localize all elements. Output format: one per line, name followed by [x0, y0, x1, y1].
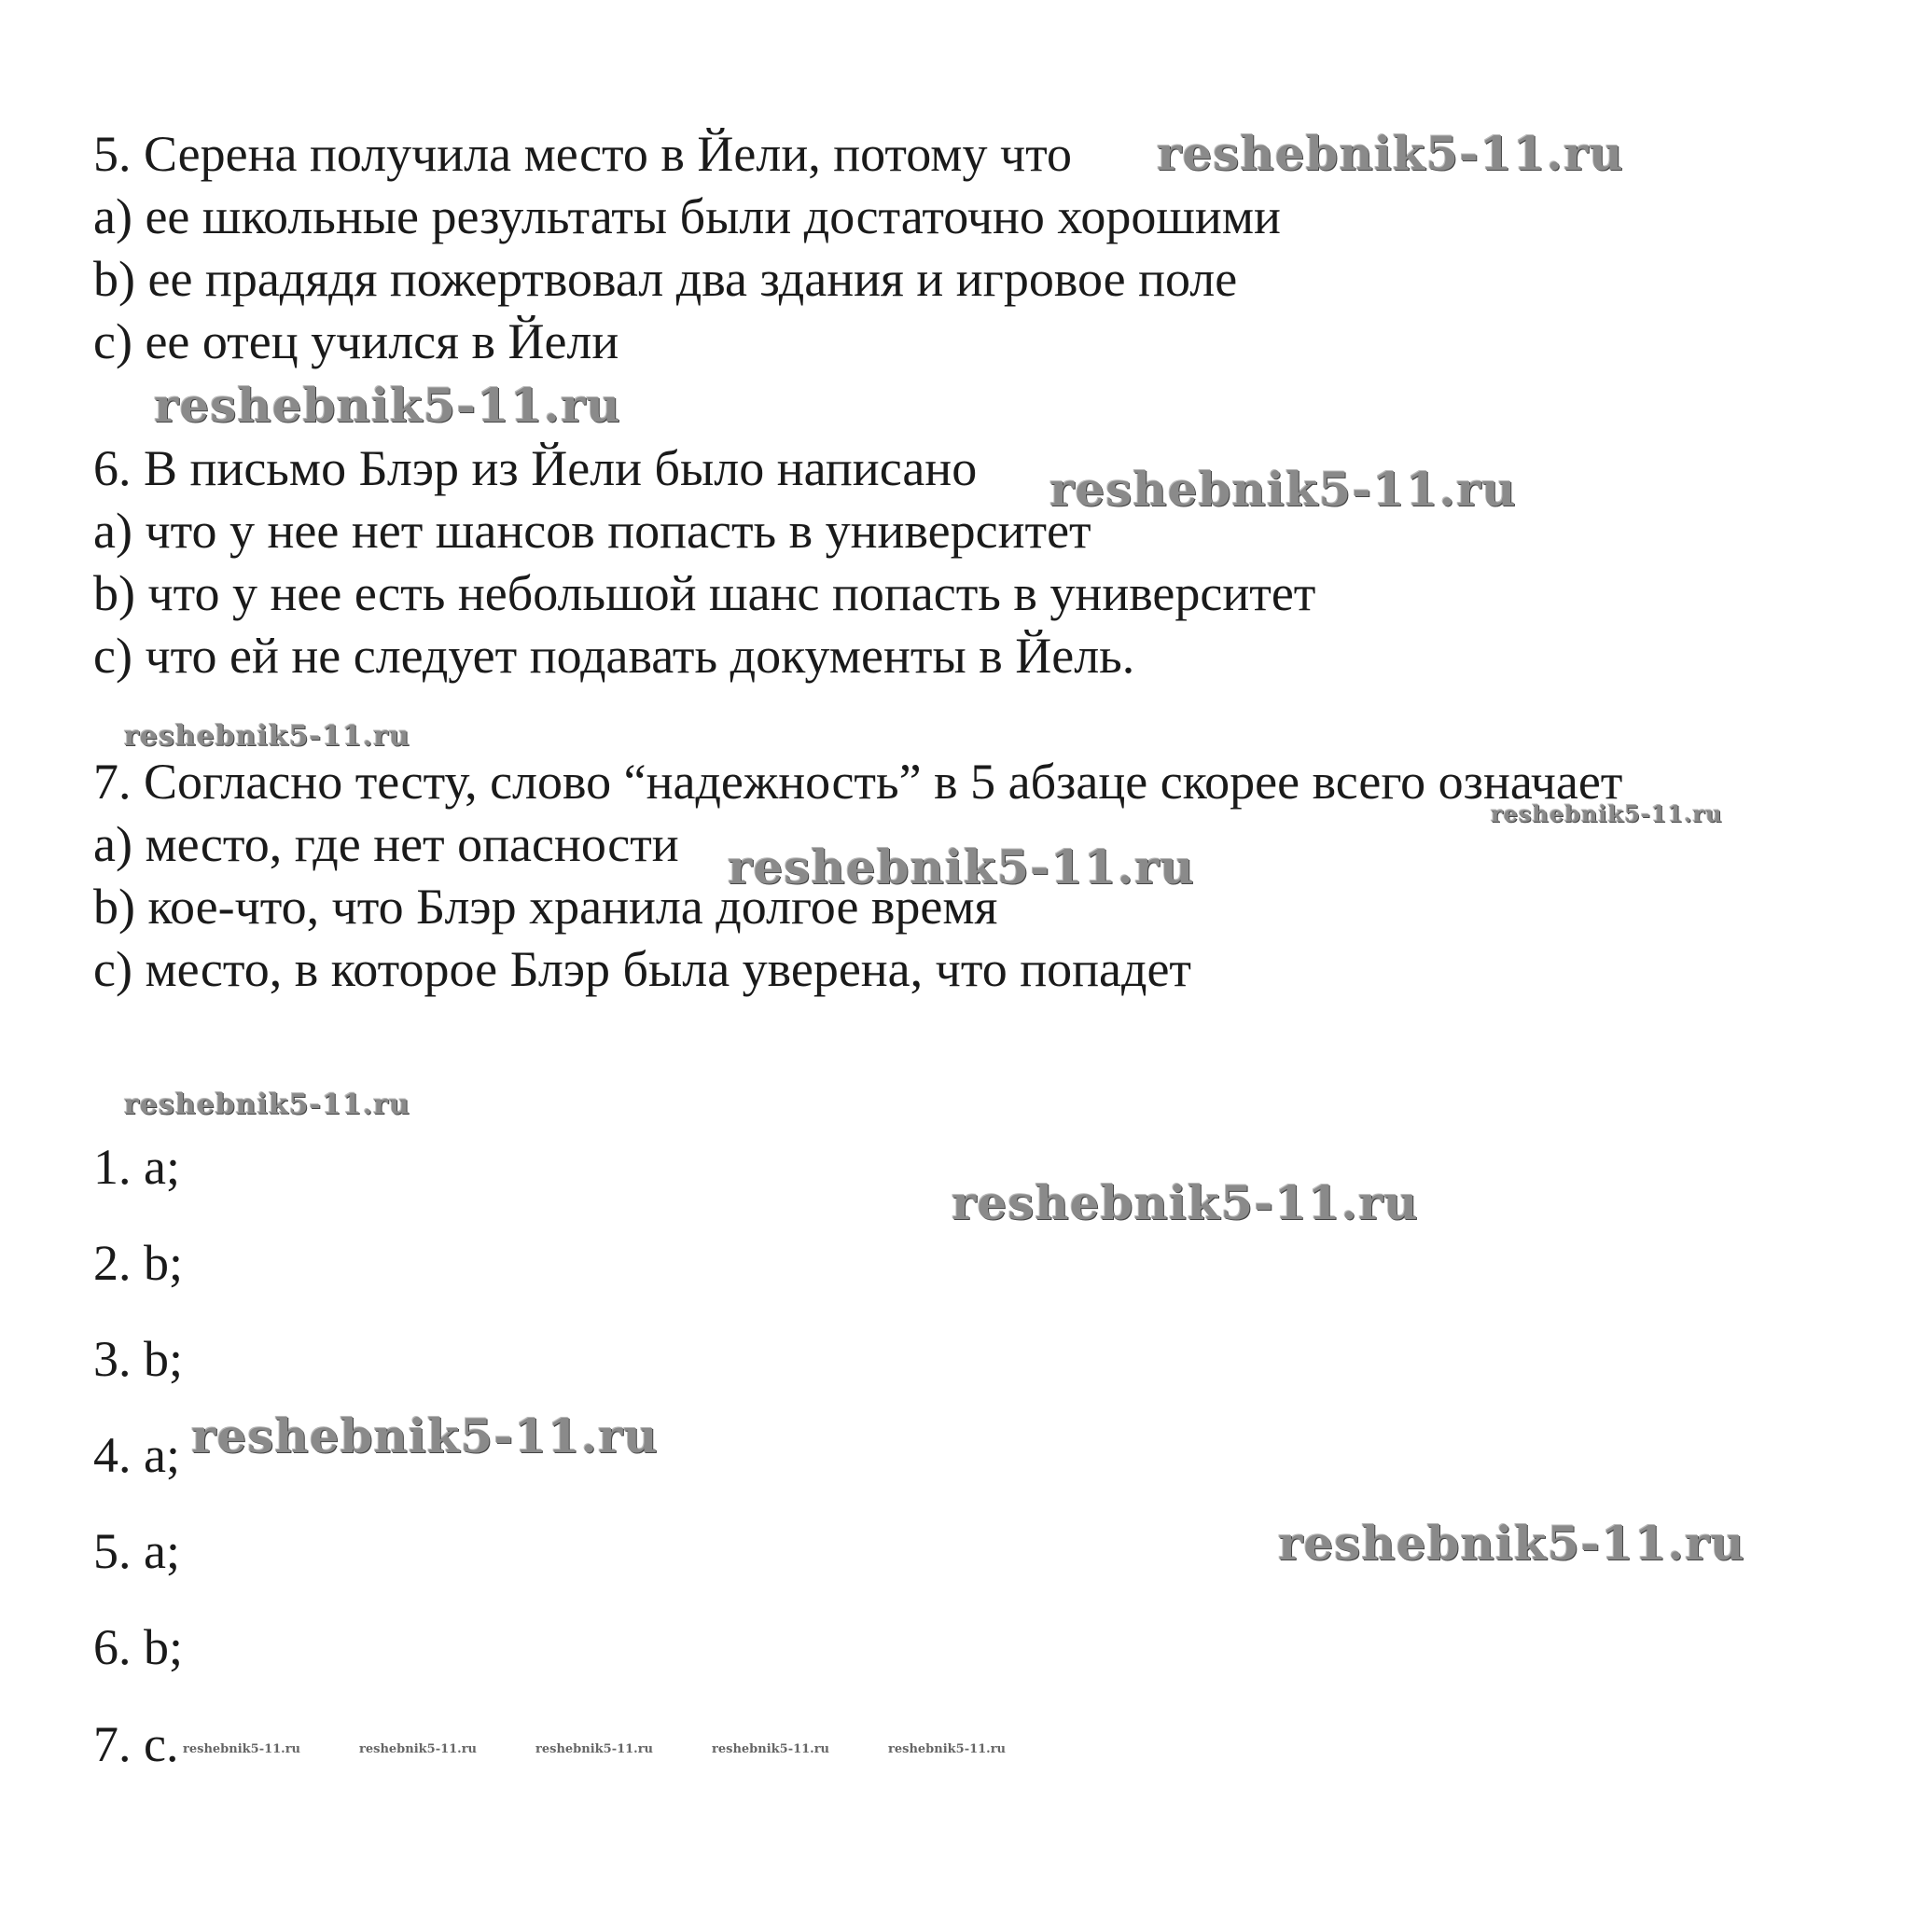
watermark: reshebnik5-11.ru — [1491, 800, 1723, 827]
answer-2: 2. b; — [93, 1235, 184, 1291]
watermark: reshebnik5-11.ru — [1157, 126, 1624, 181]
answer-3: 3. b; — [93, 1331, 184, 1387]
watermark: reshebnik5-11.ru — [1049, 462, 1517, 517]
question-5-stem: 5. Серена получила место в Йели, потому что — [93, 126, 1072, 182]
answer-4: 4. a; — [93, 1427, 180, 1483]
watermark: reshebnik5-11.ru — [191, 1408, 659, 1463]
question-6-option-c: c) что ей не следует подавать документы в Йель. — [93, 628, 1135, 684]
answer-5: 5. a; — [93, 1523, 180, 1579]
watermark: reshebnik5-11.ru — [183, 1742, 301, 1756]
watermark: reshebnik5-11.ru — [535, 1742, 654, 1756]
question-7-stem: 7. Согласно тесту, слово “надежность” в 5 абзаце скорее всего означает — [93, 754, 1623, 810]
question-5-option-a: a) ее школьные результаты были достаточно хорошими — [93, 188, 1281, 244]
question-5-option-b: b) ее прадядя пожертвовал два здания и игровое поле — [93, 251, 1238, 307]
watermark: reshebnik5-11.ru — [952, 1175, 1419, 1230]
question-6-option-a: a) что у нее нет шансов попасть в университет — [93, 503, 1091, 559]
watermark: reshebnik5-11.ru — [154, 378, 621, 433]
question-7-option-a: a) место, где нет опасности — [93, 816, 679, 872]
answer-1: 1. a; — [93, 1139, 180, 1195]
answer-6: 6. b; — [93, 1619, 184, 1675]
watermark: reshebnik5-11.ru — [124, 1088, 410, 1121]
watermark: reshebnik5-11.ru — [1278, 1516, 1745, 1571]
watermark: reshebnik5-11.ru — [728, 839, 1195, 894]
watermark: reshebnik5-11.ru — [359, 1742, 478, 1756]
watermark: reshebnik5-11.ru — [124, 720, 410, 753]
answer-7: 7. c. — [93, 1716, 179, 1772]
question-7-option-b: b) кое-что, что Блэр хранила долгое время — [93, 879, 998, 935]
watermark: reshebnik5-11.ru — [888, 1742, 1007, 1756]
question-6-stem: 6. В письмо Блэр из Йели было написано — [93, 440, 978, 496]
question-6-option-b: b) что у нее есть небольшой шанс попасть в университет — [93, 565, 1316, 621]
watermark: reshebnik5-11.ru — [712, 1742, 830, 1756]
question-5-option-c: c) ее отец учился в Йели — [93, 313, 619, 369]
question-7-option-c: c) место, в которое Блэр была уверена, что попадет — [93, 941, 1192, 997]
